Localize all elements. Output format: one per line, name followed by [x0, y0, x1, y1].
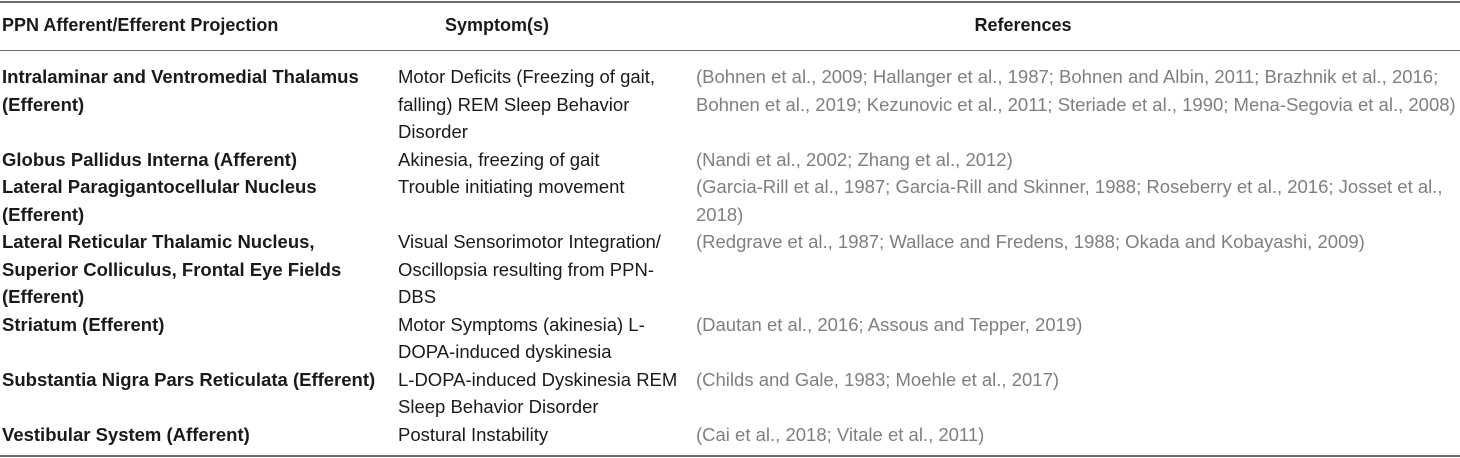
cell-projection: Vestibular System (Afferent) [2, 423, 250, 445]
cell-symptoms: Motor Symptoms (akinesia) L-DOPA-induced dyskinesia [398, 313, 645, 362]
cell-projection: Substantia Nigra Pars Reticulata (Efferent) [2, 368, 376, 390]
cell-symptoms: Akinesia, freezing of gait [398, 148, 600, 170]
cell-symptoms: Postural Instability [398, 423, 549, 445]
cell-projection: Globus Pallidus Interna (Afferent) [2, 148, 297, 170]
table-row [0, 146, 1460, 174]
cell-projection: Intralaminar and Ventromedial Thalamus (Efferent) [2, 66, 359, 115]
cell-references: (Redgrave et al., 1987; Wallace and Fredens, 1988; Okada and Kobayashi, 2009) [696, 231, 1365, 252]
table-row [0, 366, 1460, 421]
cell-references: (Cai et al., 2018; Vitale et al., 2011) [696, 423, 985, 445]
header-symptoms: Symptom(s) [444, 14, 549, 35]
cell-symptoms: L-DOPA-induced Dyskinesia REM Sleep Behavior Disorder [398, 368, 678, 417]
cell-references: (Childs and Gale, 1983; Moehle et al., 2017) [696, 368, 1060, 390]
cell-references: (Garcia-Rill et al., 1987; Garcia-Rill and Skinner, 1988; Roseberry et al., 2016; Josset et al., 2018) [696, 176, 1443, 225]
cell-symptoms: Motor Deficits (Freezing of gait, falling) REM Sleep Behavior Disorder [398, 66, 656, 142]
table-row [0, 421, 1460, 449]
cell-references: (Bohnen et al., 2009; Hallanger et al., 1987; Bohnen and Albin, 2011; Brazhnik et al., 2016; Bohnen et al., 2019; Kezunovic et al., 2011; Steriade et al., 1990; Mena-Segovia et al., 2008) [696, 66, 1456, 115]
table-row [0, 311, 1460, 366]
header-references: References [974, 14, 1072, 35]
cell-projection: Lateral Paragigantocellular Nucleus (Efferent) [2, 176, 317, 225]
table-row [0, 228, 1460, 311]
cell-references: (Dautan et al., 2016; Assous and Tepper, 2019) [696, 313, 1083, 335]
cell-projection: Lateral Reticular Thalamic Nucleus, Superior Colliculus, Frontal Eye Fields (Efferent) [2, 231, 342, 307]
cell-symptoms: Visual Sensorimotor Integration/ Oscillopsia resulting from PPN-DBS [398, 231, 661, 307]
header-row [0, 0, 1460, 50]
bottom-rule [0, 455, 1460, 457]
cell-symptoms: Trouble initiating movement [398, 176, 625, 197]
cell-projection: Striatum (Efferent) [2, 313, 165, 335]
cell-references: (Nandi et al., 2002; Zhang et al., 2012) [696, 148, 1013, 170]
header-projection: PPN Afferent/Efferent Projection [2, 14, 279, 35]
table-row [0, 173, 1460, 228]
table-row [0, 50, 1460, 146]
